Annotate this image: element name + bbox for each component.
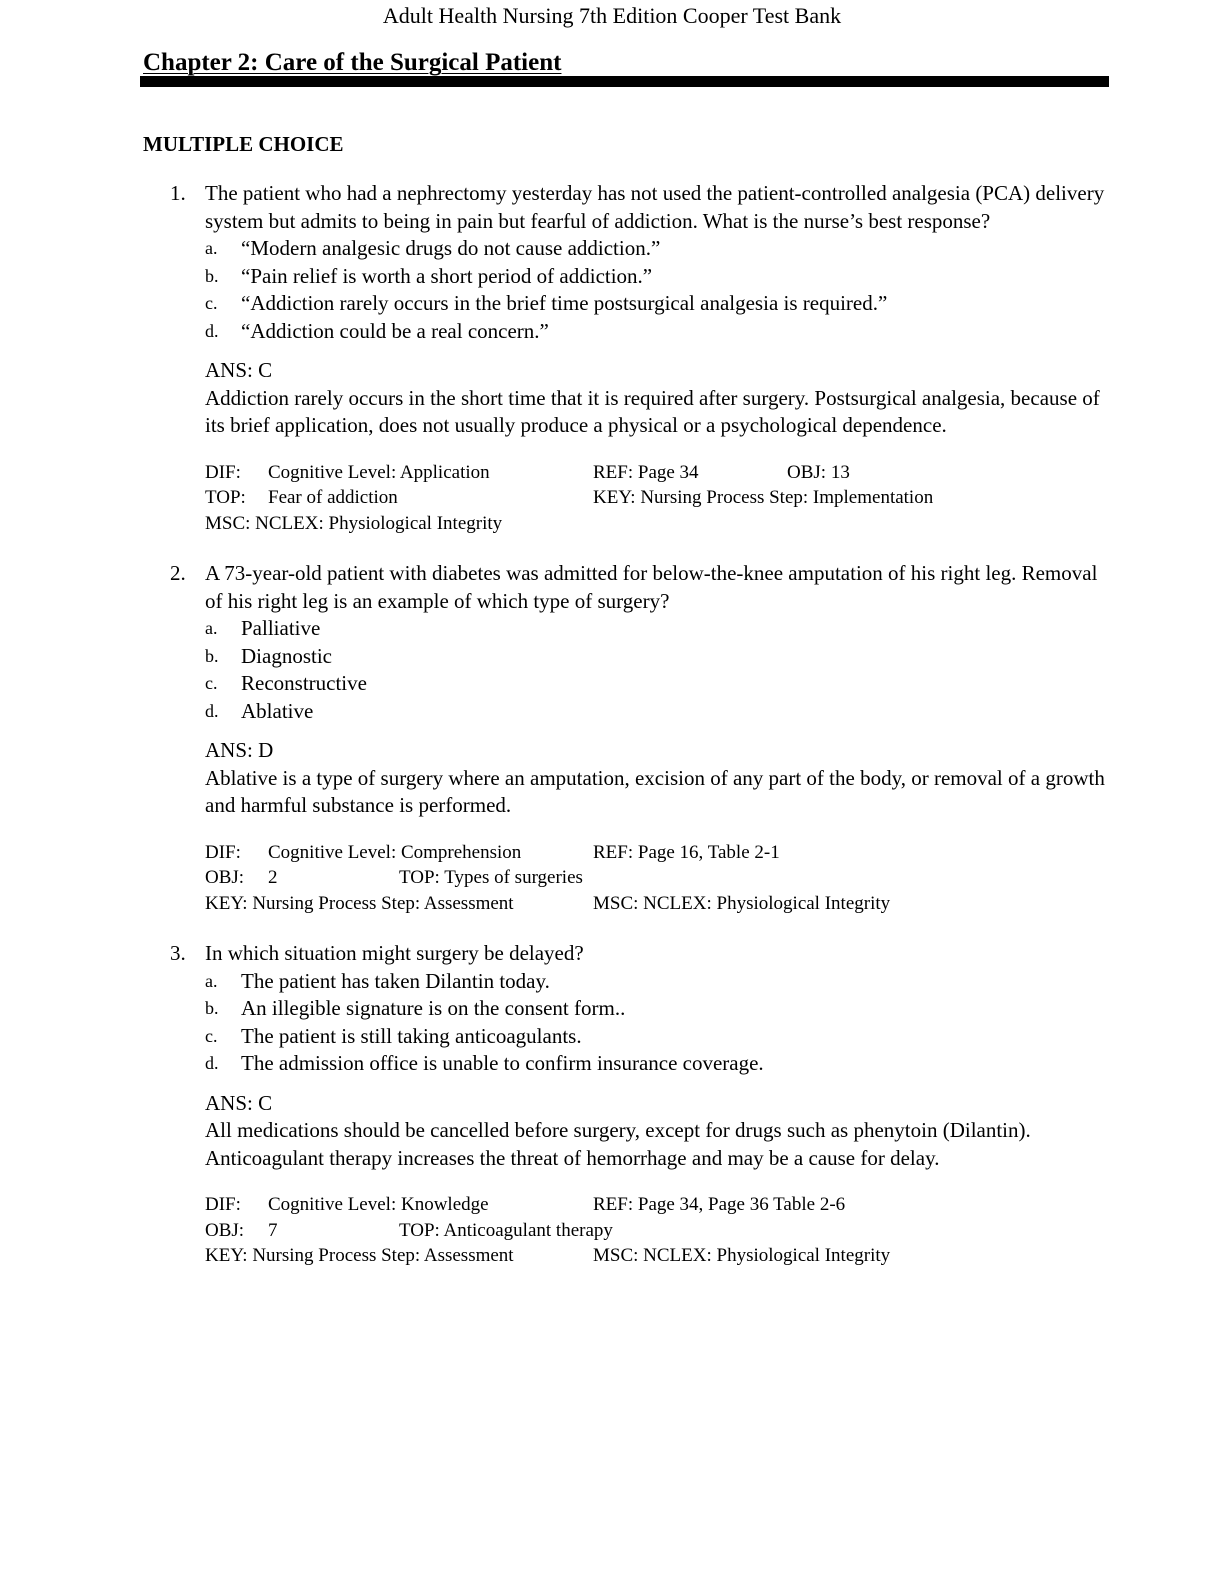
- choice-letter: c.: [205, 293, 218, 313]
- answer-key: ANS: C: [205, 358, 273, 382]
- client-need: MSC: NCLEX: Physiological Integrity: [593, 1245, 891, 1266]
- choice-a: [205, 615, 1110, 643]
- topic: TOP: Types of surgeries: [399, 867, 583, 888]
- objective: OBJ: 13: [787, 461, 850, 483]
- reference: REF: Page 16, Table 2-1: [593, 841, 780, 863]
- choice-letter: a.: [205, 970, 218, 991]
- client-need: MSC: NCLEX: Physiological Integrity: [205, 512, 503, 534]
- choice-list: [205, 615, 1110, 725]
- choice-list: [205, 968, 1110, 1078]
- question-metadata: [205, 1192, 1110, 1269]
- question-number: 3.: [170, 941, 186, 965]
- dif-label: DIF:: [205, 841, 241, 863]
- question-number: 1.: [170, 181, 186, 205]
- difficulty: Cognitive Level: Knowledge: [268, 1194, 489, 1215]
- answer-block: [205, 1090, 1110, 1173]
- choice-text: The patient has taken Dilantin today.: [241, 968, 550, 993]
- choice-text: “Addiction could be a real concern.”: [241, 318, 549, 343]
- question-stem: In which situation might surgery be delayed?: [205, 941, 584, 965]
- choice-text: Palliative: [241, 616, 321, 640]
- choice-letter: a.: [205, 238, 218, 258]
- question-stem: The patient who had a nephrectomy yesterday has not used the patient-controlled analgesia (PCA) delivery system but admits to being in pain but fearful of addiction. What is the nurse’s best response?: [205, 181, 1105, 233]
- choice-list: [205, 235, 1110, 345]
- dif-label: DIF:: [205, 1194, 241, 1215]
- answer-block: [205, 357, 1110, 440]
- key-process: KEY: Nursing Process Step: Assessment: [205, 892, 514, 914]
- choice-a: [205, 235, 1110, 263]
- difficulty: Cognitive Level: Application: [268, 461, 490, 483]
- choice-text: Ablative: [241, 698, 314, 723]
- question-body: [205, 940, 1110, 1269]
- question-3: [140, 940, 1110, 1269]
- question-1: [140, 180, 1110, 536]
- running-header: Adult Health Nursing 7th Edition Cooper Test Bank: [382, 3, 842, 28]
- topic: TOP: Anticoagulant therapy: [399, 1219, 613, 1241]
- choice-letter: d.: [205, 700, 219, 721]
- choice-letter: d.: [205, 1053, 219, 1073]
- choice-text: Reconstructive: [241, 671, 367, 695]
- answer-key: ANS: D: [205, 738, 274, 762]
- chapter-title: Chapter 2: Care of the Surgical Patient: [143, 49, 562, 76]
- question-metadata: [205, 460, 1110, 537]
- choice-d: [205, 318, 1110, 346]
- choice-letter: b.: [205, 998, 219, 1018]
- choice-text: “Addiction rarely occurs in the brief time postsurgical analgesia is required.”: [241, 291, 888, 315]
- choice-text: “Pain relief is worth a short period of addiction.”: [241, 263, 653, 288]
- obj-label: OBJ:: [205, 867, 245, 888]
- question-stem: A 73-year-old patient with diabetes was admitted for below-the-knee amputation of his right leg. Removal of his right leg is an example of which type of surgery?: [205, 561, 1098, 613]
- answer-block: [205, 737, 1110, 820]
- choice-letter: b.: [205, 645, 219, 666]
- dif-label: DIF:: [205, 461, 241, 483]
- answer-key: ANS: C: [205, 1090, 273, 1115]
- choice-letter: b.: [205, 265, 219, 286]
- topic: Fear of addiction: [268, 487, 398, 508]
- key-process: KEY: Nursing Process Step: Implementation: [593, 487, 934, 508]
- question-2: [140, 560, 1110, 916]
- client-need: MSC: NCLEX: Physiological Integrity: [593, 892, 891, 914]
- objective: 7: [268, 1219, 278, 1241]
- choice-text: Diagnostic: [241, 643, 332, 668]
- obj-label: OBJ:: [205, 1219, 245, 1241]
- title-rule: [140, 76, 1109, 87]
- question-number: 2.: [170, 561, 186, 585]
- key-process: KEY: Nursing Process Step: Assessment: [205, 1245, 514, 1266]
- reference: REF: Page 34, Page 36 Table 2-6: [593, 1194, 846, 1215]
- question-body: [205, 560, 1110, 916]
- choice-c: [205, 1023, 1110, 1051]
- question-metadata: [205, 840, 1110, 917]
- objective: 2: [268, 867, 278, 888]
- reference: REF: Page 34: [593, 461, 699, 483]
- choice-a: [205, 968, 1110, 996]
- top-label: TOP:: [205, 487, 246, 508]
- section-heading: MULTIPLE CHOICE: [143, 132, 344, 156]
- difficulty: Cognitive Level: Comprehension: [268, 841, 522, 863]
- choice-b: [205, 643, 1110, 671]
- rationale: Addiction rarely occurs in the short time that it is required after surgery. Postsurgical analgesia, because of its brief application, does not usually produce a physical or a psychological dependence.: [205, 385, 1100, 437]
- choice-text: “Modern analgesic drugs do not cause addiction.”: [241, 236, 661, 260]
- choice-c: [205, 290, 1110, 318]
- choice-text: An illegible signature is on the consent form..: [241, 996, 626, 1020]
- choice-text: The admission office is unable to confirm insurance coverage.: [241, 1051, 764, 1075]
- choice-letter: c.: [205, 673, 218, 693]
- rationale: Ablative is a type of surgery where an amputation, excision of any part of the body, or removal of a growth and harmful substance is performed.: [205, 765, 1105, 817]
- rationale: All medications should be cancelled before surgery, except for drugs such as phenytoin (Dilantin). Anticoagulant therapy increases the threat of hemorrhage and may be a cause for delay.: [205, 1118, 1031, 1170]
- choice-text: The patient is still taking anticoagulants.: [241, 1023, 582, 1048]
- choice-d: [205, 698, 1110, 726]
- choice-d: [205, 1050, 1110, 1078]
- choice-letter: a.: [205, 618, 218, 638]
- choice-letter: c.: [205, 1025, 218, 1046]
- question-list: [140, 180, 1110, 1293]
- choice-c: [205, 670, 1110, 698]
- choice-b: [205, 263, 1110, 291]
- choice-b: [205, 995, 1110, 1023]
- question-body: [205, 180, 1110, 536]
- choice-letter: d.: [205, 320, 219, 341]
